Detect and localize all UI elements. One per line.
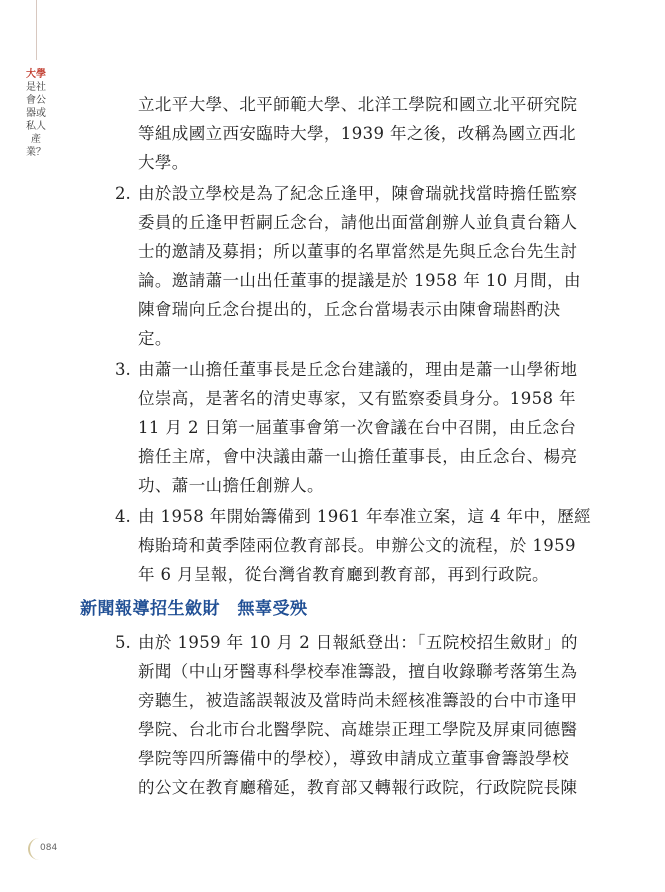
page-number: 084 xyxy=(40,843,58,853)
running-title xyxy=(26,68,46,159)
text-line: 士的邀請及募捐；所以董事的名單當然是先與丘念台先生討 xyxy=(138,242,578,261)
list-number: 4. xyxy=(115,507,131,526)
text-line: 11 月 2 日第一屆董事會第一次會議在台中召開，由丘念台 xyxy=(138,418,577,437)
margin-rule xyxy=(36,0,37,60)
section-heading: 新聞報導招生斂財 無辜受殃 xyxy=(80,599,308,619)
list-number: 2. xyxy=(115,184,131,203)
text-line: 學院等四所籌備中的學校），導致申請成立董事會籌設學校 xyxy=(138,749,570,768)
text-line: 由蕭一山擔任董事長是丘念台建議的，理由是蕭一山學術地 xyxy=(138,360,578,379)
text-line: 等組成國立西安臨時大學，1939 年之後，改稱為國立西北 xyxy=(138,124,576,143)
text-line: 由於 1959 年 10 月 2 日報紙登出：「五院校招生斂財」的 xyxy=(138,633,578,652)
text-line: 功、蕭一山擔任創辦人。 xyxy=(138,476,324,495)
text-line: 定。 xyxy=(138,329,172,348)
text-line: 陳會瑞向丘念台提出的，丘念台當場表示由陳會瑞斟酌決 xyxy=(138,300,561,319)
text-line: 立北平大學、北平師範大學、北洋工學院和國立北平研究院 xyxy=(138,95,578,114)
text-line: 旁聽生，被造謠誤報波及當時尚未經核准籌設的台中市逢甲 xyxy=(138,691,578,710)
running-title-text: 是社會公器或私人產業？ xyxy=(26,82,46,158)
text-line: 年 6 月呈報，從台灣省教育廳到教育部，再到行政院。 xyxy=(138,565,549,584)
text-line: 擔任主席，會中決議由蕭一山擔任董事長，由丘念台、楊亮 xyxy=(138,447,578,466)
text-line: 大學。 xyxy=(138,153,189,172)
text-line: 新聞（中山牙醫專科學校奉准籌設，擅自收錄聯考落第生為 xyxy=(138,662,578,681)
text-line: 位崇高，是著名的清史專家，又有監察委員身分。1958 年 xyxy=(138,389,576,408)
list-number: 3. xyxy=(115,360,131,379)
text-line: 由於設立學校是為了紀念丘逢甲，陳會瑞就找當時擔任監察 xyxy=(138,184,578,203)
text-line: 梅貽琦和黃季陸兩位教育部長。申辦公文的流程，於 1959 xyxy=(138,536,576,555)
text-line: 由 1958 年開始籌備到 1961 年奉准立案，這 4 年中，歷經 xyxy=(138,507,592,526)
text-line: 委員的丘逢甲哲嗣丘念台，請他出面當創辦人並負責台籍人 xyxy=(138,213,578,232)
running-title-accent: 大學 xyxy=(26,69,46,80)
page-number-ornament xyxy=(28,838,40,860)
text-line: 的公文在教育廳稽延，教育部又轉報行政院，行政院院長陳 xyxy=(138,778,578,797)
text-line: 論。邀請蕭一山出任董事的提議是於 1958 年 10 月間，由 xyxy=(138,271,581,290)
text-line: 學院、台北市台北醫學院、高雄崇正理工學院及屏東同德醫 xyxy=(138,720,578,739)
list-number: 5. xyxy=(115,633,131,652)
